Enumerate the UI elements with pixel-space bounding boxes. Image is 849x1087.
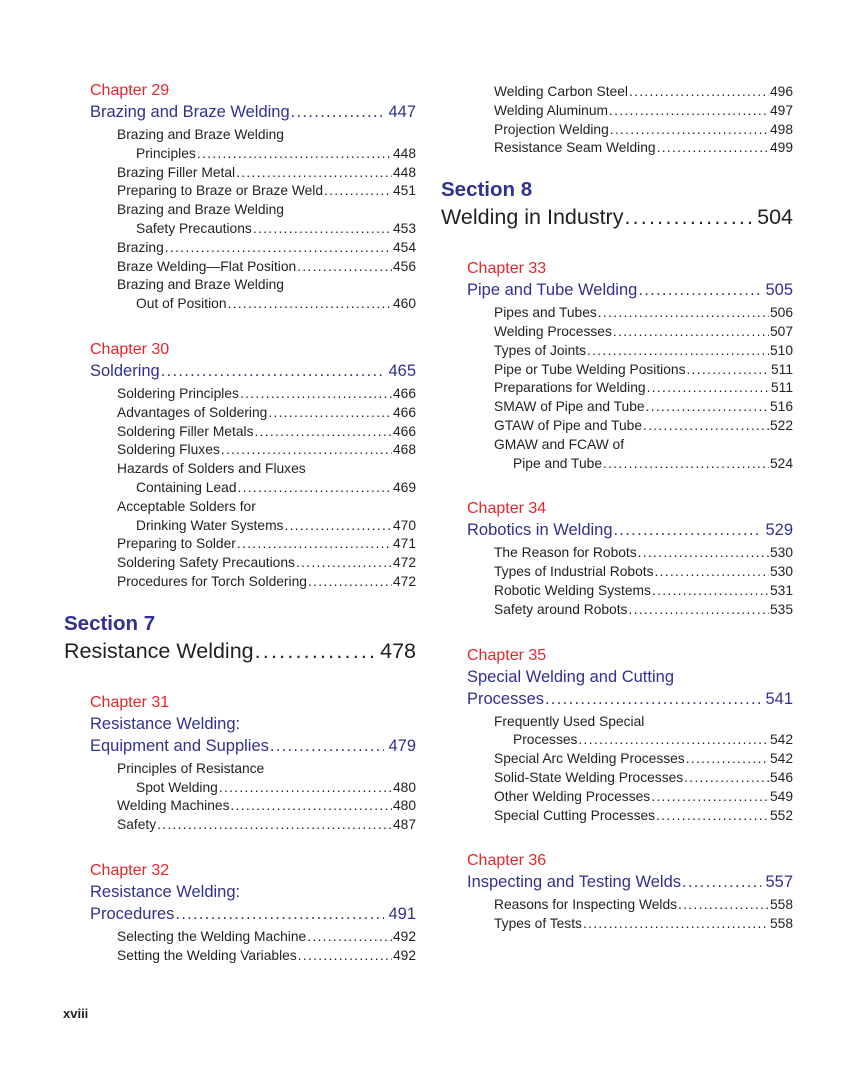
- dot-leader: [237, 479, 392, 498]
- section-title-text: Resistance Welding: [64, 638, 254, 663]
- toc-entry: [90, 164, 416, 183]
- toc-entry: [90, 441, 416, 460]
- entry-text: Other Welding Processes: [494, 788, 651, 804]
- dot-leader: [655, 807, 769, 826]
- entry-text: Acceptable Solders for: [117, 498, 256, 514]
- entry-page-number: 535: [769, 601, 793, 617]
- chapter-entries: [90, 928, 416, 966]
- entry-page-number: 499: [769, 140, 793, 156]
- dot-leader: [609, 121, 769, 140]
- toc-entry: [467, 139, 793, 158]
- chapter-entries: [467, 83, 793, 158]
- dot-leader: [623, 203, 752, 231]
- entry-text: Preparations for Welding: [494, 380, 646, 396]
- entry-text: Hazards of Solders and Fluxes: [117, 461, 306, 477]
- toc-entry: [90, 145, 416, 164]
- toc-entry: [90, 295, 416, 314]
- dot-leader: [156, 816, 392, 835]
- chapter-page-number: 465: [388, 361, 416, 380]
- entry-text: Welding Machines: [117, 798, 230, 814]
- entry-text: Pipe or Tube Welding Positions: [494, 361, 686, 377]
- entry-page-number: 522: [769, 417, 793, 433]
- dot-leader: [582, 915, 769, 934]
- toc-entry: [467, 544, 793, 563]
- chapter-page-number: 557: [765, 873, 793, 892]
- dot-leader: [307, 573, 392, 592]
- chapter-title: [467, 666, 793, 710]
- entry-page-number: 454: [392, 239, 416, 255]
- entry-text: Brazing and Braze Welding: [117, 277, 284, 293]
- entry-page-number: 466: [392, 385, 416, 401]
- entry-page-number: 487: [392, 817, 416, 833]
- entry-text: Types of Industrial Robots: [494, 564, 654, 580]
- toc-entry: [467, 417, 793, 436]
- folio-page-number: xviii: [63, 1006, 89, 1021]
- chapter-title-line: [90, 881, 416, 903]
- entry-page-number: 511: [771, 380, 793, 396]
- chapter-label: Chapter 30: [90, 340, 170, 358]
- chapter-title-line: [467, 519, 793, 541]
- toc-entry: [90, 535, 416, 554]
- entry-page-number: 453: [392, 220, 416, 236]
- entry-text: Types of Joints: [494, 342, 587, 358]
- toc-entry: [90, 220, 416, 239]
- dot-leader: [254, 423, 392, 442]
- entry-page-number: 470: [392, 517, 416, 533]
- entry-page-number: 546: [769, 769, 793, 785]
- chapter-title: [467, 871, 793, 893]
- entry-text: Pipe and Tube: [513, 455, 602, 471]
- toc-entry: [90, 479, 416, 498]
- chapter-label: Chapter 35: [467, 646, 547, 664]
- toc-entry: [467, 379, 793, 398]
- chapter-page-number: 447: [388, 103, 416, 121]
- toc-entry: [90, 928, 416, 947]
- toc-entry: [90, 182, 416, 201]
- entry-page-number: 451: [392, 183, 416, 199]
- chapter-block: [441, 498, 793, 619]
- section-label: Section 7: [64, 611, 156, 635]
- entry-page-number: 448: [392, 145, 416, 161]
- entry-text: Setting the Welding Variables: [117, 947, 297, 963]
- toc-entry: [90, 404, 416, 423]
- dot-leader: [627, 601, 769, 620]
- chapter-block: [441, 850, 793, 934]
- toc-entry: [90, 258, 416, 277]
- toc-entry: [467, 304, 793, 323]
- entry-text: Safety around Robots: [494, 601, 628, 617]
- entry-page-number: 552: [769, 807, 793, 823]
- entry-page-number: 516: [769, 399, 793, 415]
- entry-text: Preparing to Braze or Braze Weld: [117, 183, 324, 199]
- dot-leader: [544, 688, 761, 710]
- toc-entry: [467, 582, 793, 601]
- dot-leader: [239, 385, 392, 404]
- dot-leader: [236, 535, 392, 554]
- dot-leader: [267, 404, 392, 423]
- dot-leader: [227, 295, 392, 314]
- entry-page-number: 448: [392, 164, 416, 180]
- dot-leader: [681, 871, 761, 893]
- entry-text: Frequently Used Special: [494, 713, 645, 729]
- toc-entry: [467, 788, 793, 807]
- entry-page-number: 456: [392, 258, 416, 274]
- entry-text: Welding Aluminum: [494, 102, 609, 118]
- entry-page-number: 471: [392, 536, 416, 552]
- entry-text: Soldering Filler Metals: [117, 423, 254, 439]
- toc-entry: [90, 797, 416, 816]
- entry-text: Preparing to Solder: [117, 536, 236, 552]
- section-block: [441, 177, 793, 231]
- dot-leader: [628, 83, 769, 102]
- chapter-title: [90, 360, 416, 382]
- entry-text: Robotic Welding Systems: [494, 582, 651, 598]
- chapter-block: [441, 645, 793, 826]
- entry-page-number: 469: [392, 479, 416, 495]
- chapter-page-number: 505: [765, 281, 793, 300]
- entry-page-number: 542: [769, 751, 793, 767]
- chapter-block: [64, 339, 416, 592]
- entry-text: Brazing and Braze Welding: [117, 127, 284, 142]
- chapter-block: [441, 258, 793, 473]
- dot-leader: [306, 928, 392, 947]
- entry-page-number: 498: [769, 121, 793, 137]
- section-title-text: Welding in Industry: [441, 205, 624, 230]
- chapter-title-text: Procedures: [90, 904, 175, 923]
- entry-text: Solid-State Welding Processes: [494, 769, 684, 785]
- entry-text: Reasons for Inspecting Welds: [494, 897, 678, 913]
- dot-leader: [164, 239, 392, 258]
- chapter-label: Chapter 31: [90, 693, 170, 711]
- section-page-number: 504: [757, 205, 793, 230]
- chapter-title-line: [467, 871, 793, 893]
- entry-text: GMAW and FCAW of: [494, 436, 625, 452]
- chapter-entries: [90, 760, 416, 835]
- toc-entry: [90, 816, 416, 835]
- dot-leader: [235, 164, 392, 183]
- entry-text: Soldering Safety Precautions: [117, 555, 295, 571]
- dot-leader: [577, 731, 769, 750]
- dot-leader: [637, 544, 769, 563]
- entry-page-number: 460: [392, 296, 416, 312]
- section-page-number: 478: [380, 638, 416, 663]
- toc-entry: [467, 750, 793, 769]
- dot-leader: [229, 797, 391, 816]
- toc-entry: [90, 573, 416, 592]
- entry-page-number: 510: [769, 342, 793, 358]
- dot-leader: [283, 517, 392, 536]
- dot-leader: [685, 361, 770, 380]
- entry-text: GTAW of Pipe and Tube: [494, 417, 643, 433]
- dot-leader: [642, 417, 769, 436]
- dot-leader: [646, 379, 770, 398]
- chapter-title-line: [90, 903, 416, 925]
- chapter-label: Chapter 36: [467, 852, 547, 870]
- dot-leader: [252, 220, 392, 239]
- entry-page-number: 558: [769, 916, 793, 932]
- entry-text: Brazing and Braze Welding: [117, 202, 284, 218]
- entry-text: Safety Precautions: [136, 220, 252, 236]
- chapter-title-line: [90, 101, 416, 123]
- chapter-title-text: Pipe and Tube Welding: [467, 281, 638, 300]
- chapter-title: [90, 881, 416, 925]
- chapter-title-text: Processes: [467, 689, 545, 708]
- chapter-title-line: [467, 666, 793, 688]
- dot-leader: [290, 101, 385, 123]
- dot-leader: [608, 102, 769, 121]
- section-label: Section 8: [441, 178, 533, 202]
- chapter-title: [467, 279, 793, 301]
- section-title-line: [441, 203, 793, 231]
- chapter-title-text: Resistance Welding:: [90, 882, 241, 901]
- entry-page-number: 531: [769, 582, 793, 598]
- toc-entry: [467, 807, 793, 826]
- toc-entry: [90, 760, 416, 779]
- entry-text: Pipes and Tubes: [494, 305, 597, 321]
- entry-page-number: 530: [769, 564, 793, 580]
- chapter-title: [90, 101, 416, 123]
- toc-entry: [90, 460, 416, 479]
- chapter-label: Chapter 34: [467, 500, 547, 518]
- entry-page-number: 480: [392, 798, 416, 814]
- toc-entry: [467, 83, 793, 102]
- chapter-title-line: [467, 688, 793, 710]
- toc-entry: [90, 498, 416, 517]
- dot-leader: [654, 563, 769, 582]
- dot-leader: [218, 779, 392, 798]
- toc-entry: [467, 731, 793, 750]
- entry-page-number: 542: [769, 732, 793, 748]
- chapter-entries: [90, 385, 416, 592]
- toc-entry: [90, 276, 416, 295]
- dot-leader: [269, 735, 385, 757]
- entry-page-number: 492: [392, 947, 416, 963]
- entry-text: Spot Welding: [136, 779, 218, 795]
- dot-leader: [602, 455, 769, 474]
- chapter-label: Chapter 33: [467, 260, 547, 278]
- toc-entry: [90, 201, 416, 220]
- chapter-title-line: [90, 360, 416, 382]
- entry-page-number: 466: [392, 404, 416, 420]
- toc-entry: [467, 342, 793, 361]
- chapter-label: Chapter 32: [90, 861, 170, 879]
- toc-entry: [90, 779, 416, 798]
- chapter-title-text: Robotics in Welding: [467, 521, 613, 540]
- entry-text: The Reason for Robots: [494, 545, 637, 561]
- entry-text: Types of Tests: [494, 916, 582, 932]
- chapter-title-line: [467, 279, 793, 301]
- entry-text: Resistance Seam Welding: [494, 140, 656, 156]
- entry-text: Principles of Resistance: [117, 760, 265, 776]
- dot-leader: [597, 304, 769, 323]
- chapter-title-text: Equipment and Supplies: [90, 736, 269, 755]
- toc-entry: [90, 517, 416, 536]
- chapter-page-number: 529: [765, 521, 793, 540]
- entry-page-number: 466: [392, 423, 416, 439]
- entry-text: Safety: [117, 817, 157, 833]
- toc-column-left: [64, 80, 416, 966]
- chapter-block: [64, 80, 416, 314]
- chapter-title: [90, 713, 416, 757]
- entry-text: Braze Welding—Flat Position: [117, 258, 297, 274]
- entry-page-number: 549: [769, 788, 793, 804]
- chapter-block: [64, 860, 416, 966]
- entry-page-number: 480: [392, 779, 416, 795]
- dot-leader: [586, 342, 769, 361]
- entry-text: Containing Lead: [136, 479, 237, 495]
- dot-leader: [612, 323, 769, 342]
- toc-entry: [90, 423, 416, 442]
- dot-leader: [683, 769, 769, 788]
- section-title-line: [64, 637, 416, 665]
- chapter-page-number: 541: [765, 689, 793, 708]
- toc-entry: [467, 915, 793, 934]
- toc-entry: [467, 398, 793, 417]
- dot-leader: [651, 582, 769, 601]
- section-block: [64, 611, 416, 665]
- chapter-page-number: 479: [388, 736, 416, 755]
- dot-leader: [297, 947, 392, 966]
- dot-leader: [160, 360, 385, 382]
- dot-leader: [323, 182, 392, 201]
- entry-page-number: 492: [392, 928, 416, 944]
- entry-text: Soldering Principles: [117, 385, 239, 401]
- entry-page-number: 472: [392, 573, 416, 589]
- entry-page-number: 507: [769, 323, 793, 339]
- chapter-page-number: 491: [388, 904, 416, 923]
- chapter-title-text: Resistance Welding:: [90, 714, 241, 733]
- entry-page-number: 524: [769, 455, 793, 471]
- toc-entry: [467, 323, 793, 342]
- toc-column-right: [441, 80, 793, 934]
- chapter-entries: [467, 544, 793, 619]
- toc-entry: [467, 769, 793, 788]
- toc-entry: [467, 102, 793, 121]
- entry-text: Soldering Fluxes: [117, 442, 220, 458]
- entry-text: Brazing: [117, 239, 164, 255]
- dot-leader: [637, 279, 761, 301]
- entry-text: Welding Processes: [494, 323, 612, 339]
- entry-text: Special Cutting Processes: [494, 807, 656, 823]
- entry-page-number: 558: [769, 897, 793, 913]
- chapter-title: [467, 519, 793, 541]
- chapter-title-text: Brazing and Braze Welding: [90, 103, 290, 121]
- entry-text: Advantages of Soldering: [117, 404, 268, 420]
- entry-text: Processes: [513, 732, 578, 748]
- toc-entry: [467, 896, 793, 915]
- dot-leader: [254, 637, 376, 665]
- dot-leader: [174, 903, 384, 925]
- entry-page-number: 472: [392, 555, 416, 571]
- toc-entry: [90, 947, 416, 966]
- toc-entry: [467, 361, 793, 380]
- toc-entry: [467, 601, 793, 620]
- chapter-title-text: Inspecting and Testing Welds: [467, 873, 682, 892]
- entry-text: Principles: [136, 145, 196, 161]
- entry-text: Projection Welding: [494, 121, 609, 137]
- dot-leader: [296, 258, 392, 277]
- entry-text: Procedures for Torch Soldering: [117, 573, 307, 589]
- dot-leader: [613, 519, 762, 541]
- entry-text: Brazing Filler Metal: [117, 164, 236, 180]
- chapter-entries: [467, 713, 793, 826]
- toc-entry: [467, 436, 793, 455]
- entry-page-number: 511: [771, 361, 793, 377]
- toc-entry: [90, 554, 416, 573]
- toc-entry: [90, 126, 416, 145]
- chapter-block: [441, 83, 793, 158]
- toc-entry: [90, 385, 416, 404]
- entry-text: Special Arc Welding Processes: [494, 751, 685, 767]
- dot-leader: [196, 145, 392, 164]
- chapter-entries: [90, 126, 416, 314]
- entry-text: Out of Position: [136, 296, 227, 312]
- chapter-label: Chapter 29: [90, 82, 170, 99]
- entry-text: Selecting the Welding Machine: [117, 928, 307, 944]
- entry-text: Welding Carbon Steel: [494, 84, 628, 99]
- toc-entry: [467, 713, 793, 732]
- chapter-title-text: Soldering: [90, 361, 160, 380]
- dot-leader: [650, 788, 769, 807]
- entry-page-number: 497: [769, 102, 793, 118]
- dot-leader: [656, 139, 769, 158]
- entry-page-number: 496: [769, 84, 793, 99]
- chapter-title-text: Special Welding and Cutting: [467, 667, 674, 686]
- dot-leader: [220, 441, 392, 460]
- entry-text: SMAW of Pipe and Tube: [494, 399, 645, 415]
- chapter-title-line: [90, 713, 416, 735]
- toc-entry: [467, 455, 793, 474]
- entry-page-number: 506: [769, 305, 793, 321]
- entry-page-number: 530: [769, 545, 793, 561]
- dot-leader: [685, 750, 769, 769]
- dot-leader: [677, 896, 769, 915]
- entry-page-number: 468: [392, 442, 416, 458]
- toc-entry: [467, 563, 793, 582]
- chapter-block: [64, 692, 416, 835]
- toc-entry: [90, 239, 416, 258]
- dot-leader: [295, 554, 392, 573]
- entry-text: Drinking Water Systems: [136, 517, 284, 533]
- chapter-entries: [467, 304, 793, 473]
- toc-entry: [467, 121, 793, 140]
- chapter-entries: [467, 896, 793, 934]
- chapter-title-line: [90, 735, 416, 757]
- dot-leader: [645, 398, 769, 417]
